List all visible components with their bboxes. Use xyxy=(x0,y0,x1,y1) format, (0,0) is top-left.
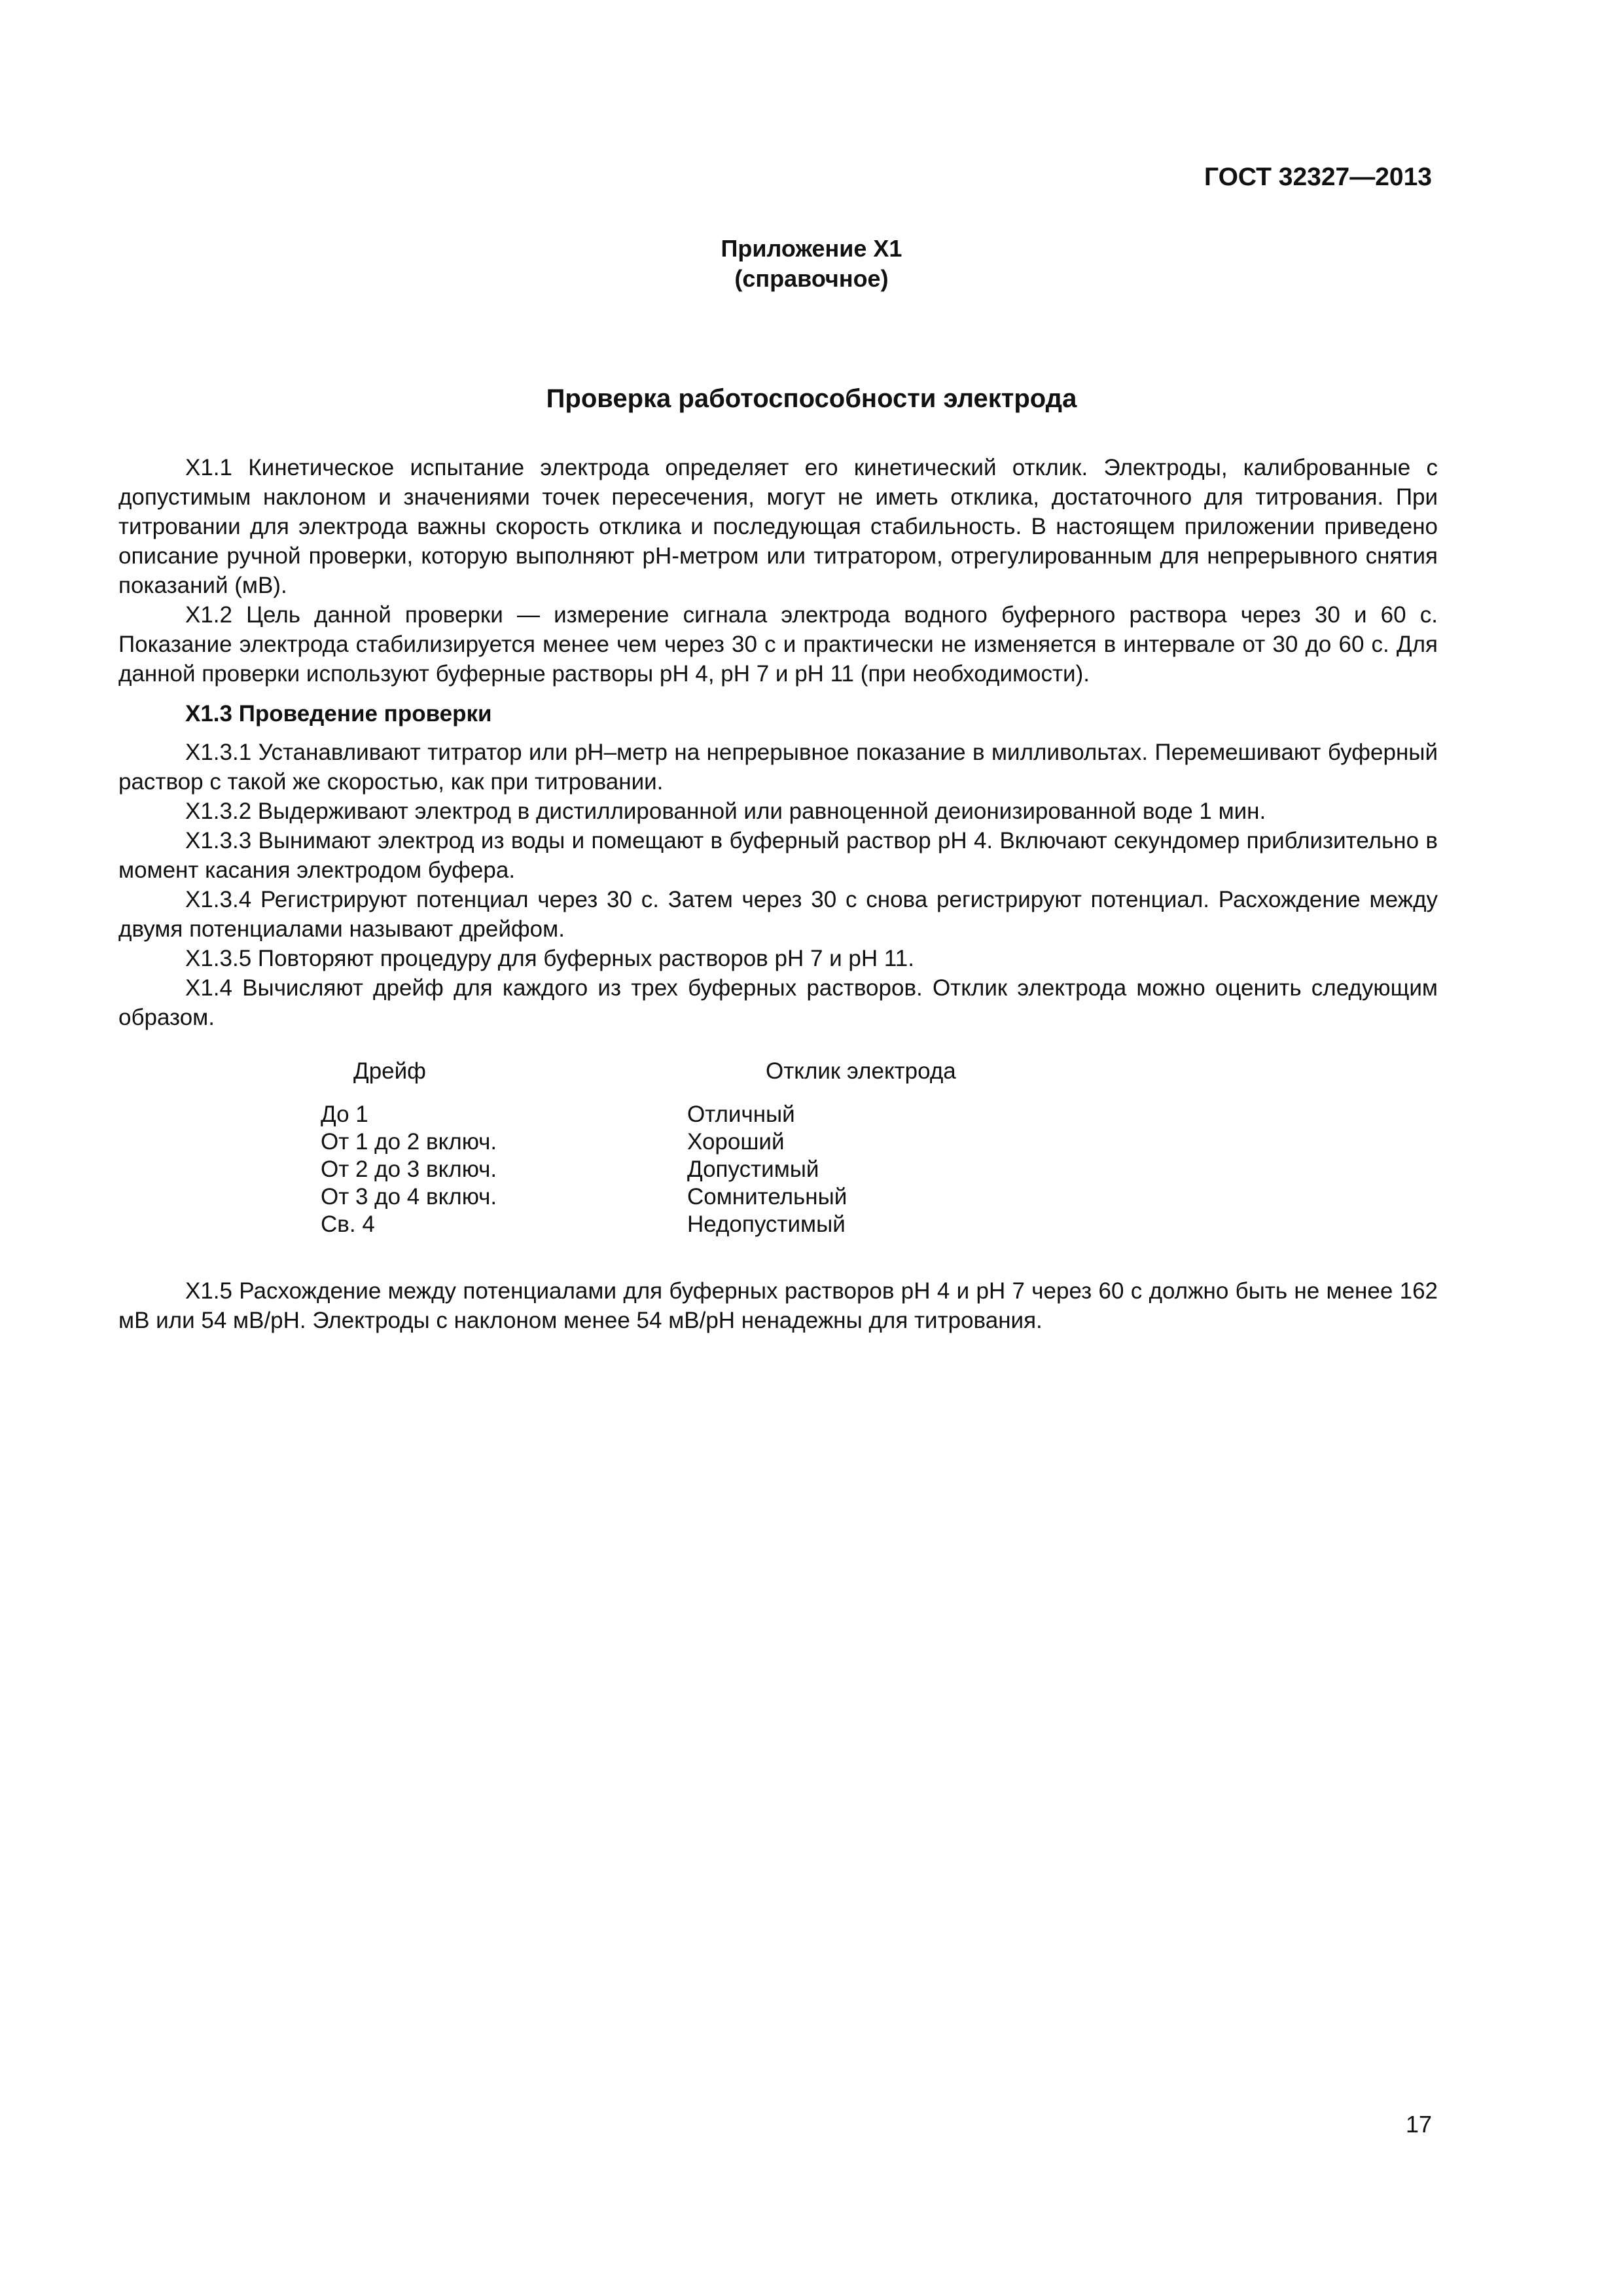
appendix-heading xyxy=(0,234,1623,294)
table-cell-drift: От 3 до 4 включ. xyxy=(321,1184,497,1210)
paragraph-x1-4: Х1.4 Вычисляют дрейф для каждого из трех буферных растворов. Отклик электрода можно оценить следующим образом. xyxy=(118,975,1438,1030)
page-number: 17 xyxy=(1405,2111,1432,2138)
drift-response-table xyxy=(321,1058,1067,1238)
table-cell-response: Допустимый xyxy=(687,1157,819,1182)
subheading-x1-3: Х1.3 Проведение проверки xyxy=(185,701,492,726)
table-row xyxy=(321,1211,1067,1238)
table-header-drift: Дрейф xyxy=(353,1058,426,1084)
table-cell-response: Отличный xyxy=(687,1102,795,1127)
paragraph-x1-1: Х1.1 Кинетическое испытание электрода определяет его кинетический отклик. Электроды, калиброванные с допустимым наклоном и значениями точек пересечения, могут не иметь отклика, достаточного для титрования. При титровании для электрода важны скорость отклика и последующая стабильность. В настоящем приложении приведено описание ручной проверки, которую выполняют рН-метром или титратором, отрегулированным для непрерывного снятия показаний (мВ). xyxy=(118,455,1438,598)
table-cell-response: Недопустимый xyxy=(687,1211,846,1237)
paragraph-x1-2: Х1.2 Цель данной проверки — измерение сигнала электрода водного буферного раствора через 30 и 60 с. Показание электрода стабилизируется менее чем через 30 с и практически не изменяется в интервале от 30 до 60 с. Для данной проверки используют буферные растворы рН 4, рН 7 и рН 11 (при необходимости). xyxy=(118,602,1438,687)
closing-text xyxy=(118,1276,1438,1335)
table-row xyxy=(321,1156,1067,1183)
table-cell-drift: Св. 4 xyxy=(321,1211,375,1237)
table-cell-drift: От 1 до 2 включ. xyxy=(321,1129,497,1155)
appendix-title: Приложение Х1 xyxy=(721,235,902,262)
paragraph-x1-3-2: Х1.3.2 Выдерживают электрод в дистиллированной или равноценной деионизированной воде 1 мин. xyxy=(185,798,1266,824)
table-cell-drift: До 1 xyxy=(321,1102,368,1127)
paragraph-x1-5: Х1.5 Расхождение между потенциалами для буферных растворов рН 4 и рН 7 через 60 с должно быть не менее 162 мВ или 54 мВ/рН. Электроды с наклоном менее 54 мВ/рН ненадежны для титрования. xyxy=(118,1278,1438,1333)
paragraph-x1-3-1: Х1.3.1 Устанавливают титратор или рН–метр на непрерывное показание в милливольтах. Перемешивают буферный раствор с такой же скоростью, как при титровании. xyxy=(118,740,1438,795)
table-header-row xyxy=(321,1058,1067,1085)
table-row xyxy=(321,1101,1067,1128)
section-title: Проверка работоспособности электрода xyxy=(546,384,1077,413)
table-cell-response: Сомнительный xyxy=(687,1184,847,1210)
table-row xyxy=(321,1128,1067,1156)
document-code: ГОСТ 32327—2013 xyxy=(1204,163,1432,191)
table-cell-drift: От 2 до 3 включ. xyxy=(321,1157,497,1182)
paragraph-x1-3-5: Х1.3.5 Повторяют процедуру для буферных растворов рН 7 и рН 11. xyxy=(185,946,914,971)
table-cell-response: Хороший xyxy=(687,1129,785,1155)
appendix-subtitle: (справочное) xyxy=(734,265,889,292)
table-header-response: Отклик электрода xyxy=(766,1058,956,1084)
paragraph-x1-3-4: Х1.3.4 Регистрируют потенциал через 30 с. Затем через 30 с снова регистрируют потенциал. Расхождение между двумя потенциалами называют дрейфом. xyxy=(118,887,1438,942)
table-row xyxy=(321,1183,1067,1211)
body-text xyxy=(118,453,1438,1032)
paragraph-x1-3-3: Х1.3.3 Вынимают электрод из воды и помещают в буферный раствор рН 4. Включают секундомер приблизительно в момент касания электродом буфера. xyxy=(118,828,1438,883)
